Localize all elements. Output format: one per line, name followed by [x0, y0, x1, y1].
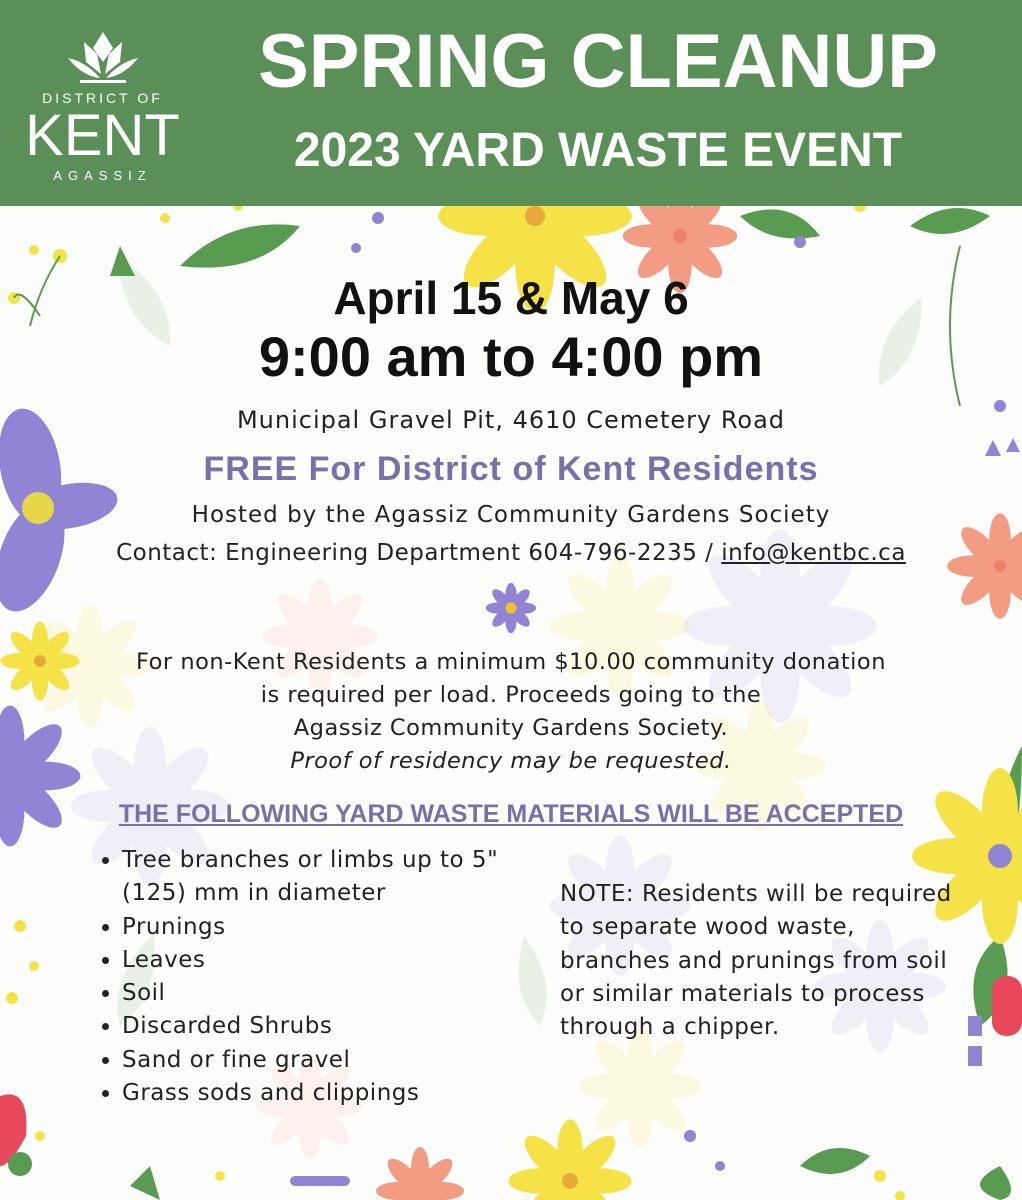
materials-heading: THE FOLLOWING YARD WASTE MATERIALS WILL BE ACCEPTED	[118, 800, 904, 828]
event-content	[0, 206, 1022, 1200]
flower-icon	[483, 580, 539, 636]
non-resident-line-3: Agassiz Community Gardens Society.	[293, 715, 729, 741]
contact-info	[0, 540, 1022, 566]
contact-email-link[interactable]: info@kentbc.ca	[721, 540, 906, 566]
non-resident-notice	[60, 646, 962, 778]
list-item: • Grass sods and clippings	[122, 1077, 562, 1110]
logo-agassiz: AGASSIZ	[53, 168, 152, 183]
proof-of-residency: Proof of residency may be requested.	[290, 748, 732, 774]
list-item: • Soil	[122, 977, 562, 1010]
event-location: Municipal Gravel Pit, 4610 Cemetery Road	[236, 406, 786, 434]
separation-note: NOTE: Residents will be required to separate wood waste, branches and prunings from soil or similar materials to process through a chipper.	[560, 881, 952, 1041]
page-subtitle: 2023 YARD WASTE EVENT	[293, 124, 903, 177]
district-logo	[20, 28, 185, 188]
header-banner	[0, 0, 1022, 206]
list-item: • Sand or fine gravel	[122, 1044, 562, 1077]
list-item: • Discarded Shrubs	[122, 1010, 562, 1043]
non-resident-line-2: is required per load. Proceeds going to the	[260, 682, 762, 708]
event-times: 9:00 am to 4:00 pm	[258, 325, 764, 388]
list-item: • Tree branches or limbs up to 5" (125) mm in diameter	[122, 844, 562, 911]
list-item: • Prunings	[122, 911, 562, 944]
logo-kent: KENT	[25, 103, 180, 168]
lotus-icon	[64, 28, 142, 84]
contact-text: Contact: Engineering Department 604-796-2235 /	[116, 540, 722, 566]
hosted-by: Hosted by the Agassiz Community Gardens Society	[191, 502, 831, 528]
list-item: • Leaves	[122, 944, 562, 977]
materials-list	[88, 844, 562, 1110]
non-resident-line-1: For non-Kent Residents a minimum $10.00 community donation	[136, 649, 886, 675]
page-title: SPRING CLEANUP	[258, 19, 938, 104]
free-notice: FREE For District of Kent Residents	[203, 450, 819, 488]
event-dates: April 15 & May 6	[333, 272, 689, 324]
logo-district-of: DISTRICT OF	[42, 90, 163, 106]
